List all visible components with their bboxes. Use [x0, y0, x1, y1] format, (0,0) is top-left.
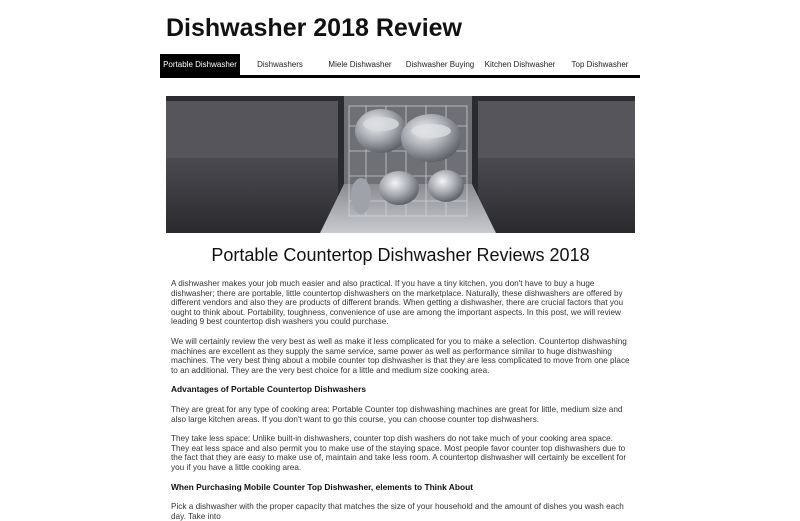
- nav-item-kitchen-dishwasher[interactable]: Kitchen Dishwasher: [484, 60, 556, 69]
- article-paragraph-any-kitchen: They are great for any type of cooking area: Portable Counter top dishwashing machines are great for little, medium size and also large kitchen areas. If you don't want to go this course, you can choose counter top dishwashers.: [171, 404, 623, 424]
- nav-item-portable-dishwasher[interactable]: Portable Dishwasher: [160, 54, 240, 75]
- article-paragraph-review: We will certainly review the very best as well as make it less complicated for you to make a selection. Countertop dishwashing machines are excellent as they supply the same service, same power as well as performance similar to huge dishwashing machines. The very best thing about a mobile counter top dishwasher is that they are less complicated to move from one place to an additional. They are the very best choice for a little and medium size cooking area.: [171, 336, 630, 375]
- site-title: Dishwasher 2018 Review: [166, 14, 462, 42]
- main-nav: [160, 54, 640, 78]
- dishwasher-photo-icon: [166, 96, 635, 233]
- nav-item-miele-dishwasher[interactable]: Miele Dishwasher: [328, 60, 392, 69]
- section-heading-advantages: Advantages of Portable Countertop Dishwashers: [171, 384, 366, 395]
- hero-image: [166, 96, 635, 233]
- article-paragraph-capacity: Pick a dishwasher with the proper capacity that matches the size of your household and the amount of dishes you wash each day. Take into: [171, 502, 624, 521]
- article-title: Portable Countertop Dishwasher Reviews 2018: [211, 245, 590, 265]
- nav-item-top-dishwasher[interactable]: Top Dishwasher: [571, 60, 629, 69]
- article-body: [171, 279, 631, 521]
- article-paragraph-less-space: They take less space: Unlike built-in dishwashers, counter top dish washers do not take much of your cooking area space. They eat less space and also permit you to make use of the staying space. Most people favor counter top dishwashers due to the fact that they are easy to make use of, maintain and take less room. A countertop dishwasher will certainly be excellent for you if you have a little cooking area.: [171, 434, 627, 472]
- section-heading-purchasing: When Purchasing Mobile Counter Top Dishwasher, elements to Think About: [171, 481, 473, 492]
- nav-item-dishwashers[interactable]: Dishwashers: [257, 60, 303, 69]
- article-paragraph-intro: A dishwasher makes your job much easier and also practical. If you have a tiny kitchen, you don't have to buy a huge dishwasher; there are portable, little countertop dishwashers on the marketplace. Naturally, these dishwashers are offered by different vendors and also they are products of different brands. When getting a dishwasher, there are crucial factors that you ought to think about. Portability, toughness, convenience of use are among the important aspects. In this post, we will review leading 9 best countertop dish washers you could purchase.: [171, 279, 624, 327]
- nav-item-dishwasher-buying[interactable]: Dishwasher Buying: [405, 60, 475, 69]
